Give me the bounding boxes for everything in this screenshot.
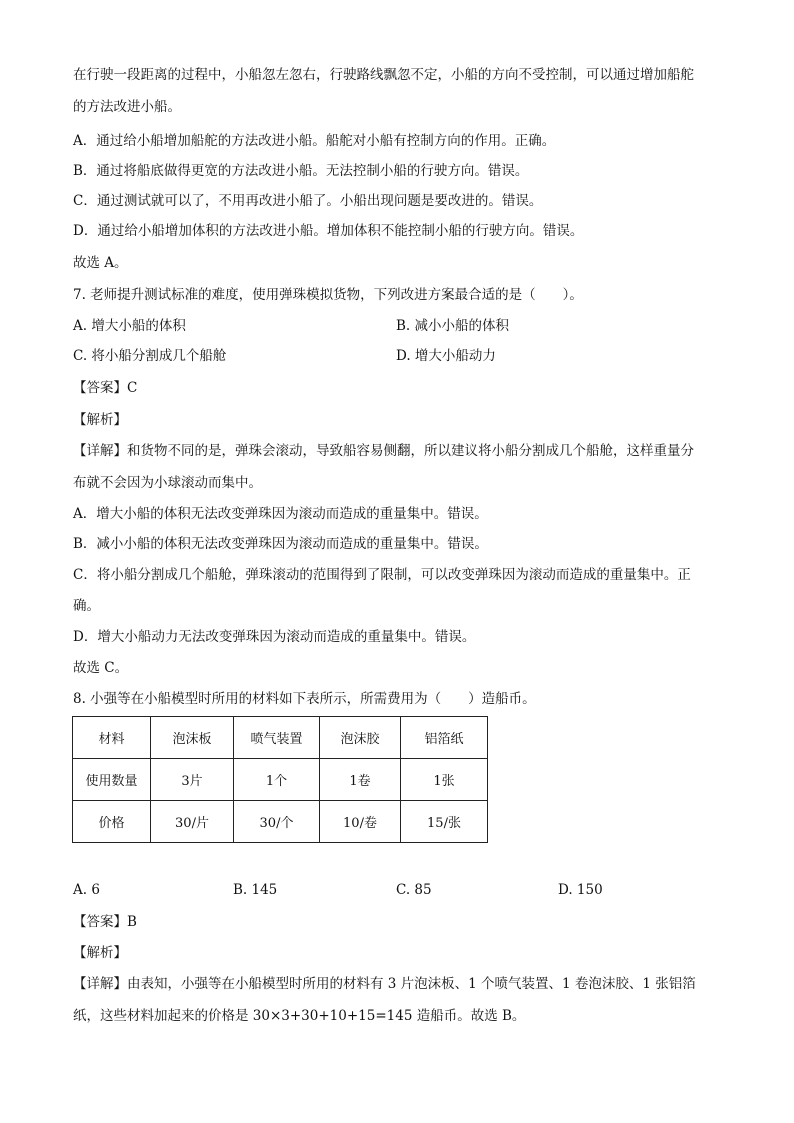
materials-table: [72, 716, 488, 843]
text-line: 确。: [73, 598, 100, 614]
q8-option-c: C. 85: [396, 882, 432, 898]
text-line: 故选 A。: [73, 255, 128, 271]
table-row: [73, 717, 488, 759]
q8-option-d: D. 150: [558, 882, 603, 898]
table-cell: 30/个: [234, 801, 320, 843]
answer-label: 【答案】B: [73, 914, 137, 930]
table-cell: 喷气装置: [234, 717, 320, 759]
table-cell: 1卷: [320, 759, 401, 801]
text-line: 在行驶一段距离的过程中，小船忽左忽右，行驶路线飘忽不定，小船的方向不受控制，可以通过增加船舵: [73, 67, 694, 83]
q7-option-b: B. 减小小船的体积: [396, 318, 510, 334]
text-line: C．将小船分割成几个船舱，弹珠滚动的范围得到了限制，可以改变弹珠因为滚动而造成的重量集中。正: [73, 567, 691, 583]
question-8: 8. 小强等在小船模型时所用的材料如下表所示，所需费用为（ ）造船币。: [73, 691, 536, 707]
question-7: 7. 老师提升测试标准的难度，使用弹珠模拟货物，下列改进方案最合适的是（ ）。: [73, 287, 583, 303]
table-cell: 3片: [151, 759, 234, 801]
q7-option-c: C. 将小船分割成几个船舱: [73, 348, 227, 364]
q8-option-a: A. 6: [73, 882, 100, 898]
q7-option-a: A. 增大小船的体积: [73, 318, 186, 334]
text-line: B．通过将船底做得更宽的方法改进小船。无法控制小船的行驶方向。错误。: [73, 163, 529, 179]
answer-label: 【答案】C: [73, 380, 138, 396]
text-line: 故选 C。: [73, 660, 129, 676]
q8-option-b: B. 145: [233, 882, 278, 898]
table-cell: 铝箔纸: [401, 717, 488, 759]
analysis-label: 【解析】: [73, 945, 127, 961]
table-cell: 1张: [401, 759, 488, 801]
text-line: 【详解】和货物不同的是，弹珠会滚动，导致船容易侧翻，所以建议将小船分割成几个船舱，这样重量分: [73, 443, 694, 459]
table-cell: 10/卷: [320, 801, 401, 843]
text-line: D．通过给小船增加体积的方法改进小船。增加体积不能控制小船的行驶方向。错误。: [73, 223, 584, 239]
table-row: [73, 759, 488, 801]
text-line: 布就不会因为小球滚动而集中。: [73, 475, 262, 491]
table-cell: 1个: [234, 759, 320, 801]
text-line: D．增大小船动力无法改变弹珠因为滚动而造成的重量集中。错误。: [73, 629, 476, 645]
text-line: 纸，这些材料加起来的价格是 30×3+30+10+15=145 造船币。故选 B。: [73, 1008, 526, 1024]
text-line: A．增大小船的体积无法改变弹珠因为滚动而造成的重量集中。错误。: [73, 506, 488, 522]
table-cell: 泡沫板: [151, 717, 234, 759]
table-cell: 价格: [73, 801, 151, 843]
text-line: C．通过测试就可以了，不用再改进小船了。小船出现问题是要改进的。错误。: [73, 193, 543, 209]
table-cell: 30/片: [151, 801, 234, 843]
text-line: A．通过给小船增加船舵的方法改进小船。船舵对小船有控制方向的作用。正确。: [73, 133, 556, 149]
text-line: B．减小小船的体积无法改变弹珠因为滚动而造成的重量集中。错误。: [73, 536, 488, 552]
table-row: [73, 801, 488, 843]
table-cell: 使用数量: [73, 759, 151, 801]
q7-option-d: D. 增大小船动力: [396, 348, 496, 364]
table-cell: 材料: [73, 717, 151, 759]
table-cell: 15/张: [401, 801, 488, 843]
analysis-label: 【解析】: [73, 412, 127, 428]
table-cell: 泡沫胶: [320, 717, 401, 759]
text-line: 【详解】由表知，小强等在小船模型时所用的材料有 3 片泡沫板、1 个喷气装置、1 卷泡沫胶、1 张铝箔: [73, 976, 696, 992]
text-line: 的方法改进小船。: [73, 99, 181, 115]
